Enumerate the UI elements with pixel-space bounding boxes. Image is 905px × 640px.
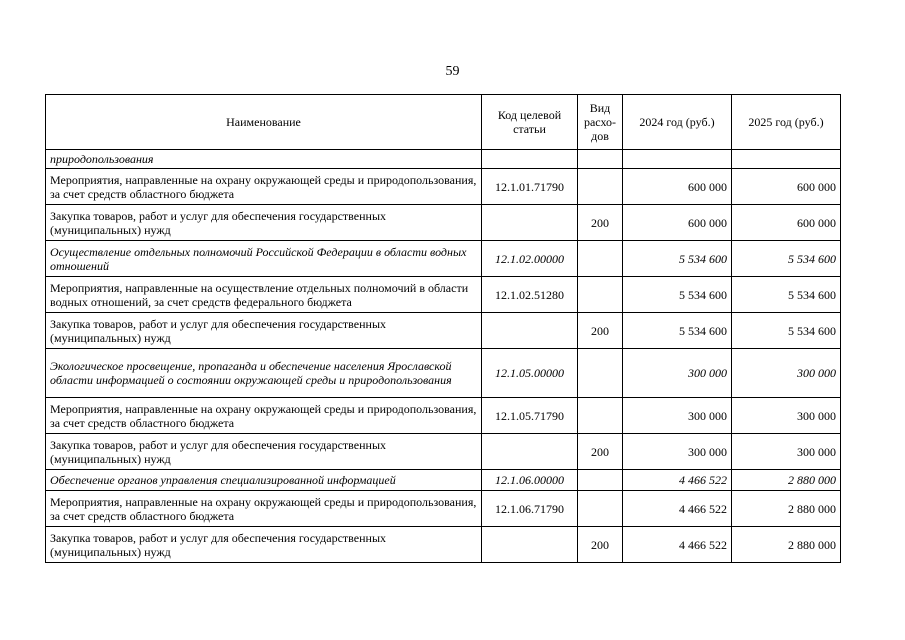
table-header-row [46, 95, 841, 150]
row-vid [578, 349, 623, 398]
row-name: Закупка товаров, работ и услуг для обеспечения государственных (муниципальных) нужд [46, 527, 482, 563]
table-row [46, 470, 841, 491]
row-vid [578, 398, 623, 434]
row-2024 [623, 150, 732, 169]
row-2024: 5 534 600 [623, 241, 732, 277]
row-vid [578, 491, 623, 527]
row-2025: 2 880 000 [732, 491, 841, 527]
row-2025: 2 880 000 [732, 470, 841, 491]
row-code [482, 150, 578, 169]
row-name: Мероприятия, направленные на охрану окружающей среды и природопользования, за счет средств областного бюджета [46, 169, 482, 205]
row-code: 12.1.02.51280 [482, 277, 578, 313]
row-2024: 4 466 522 [623, 491, 732, 527]
row-2025: 2 880 000 [732, 527, 841, 563]
row-name: Мероприятия, направленные на охрану окружающей среды и природопользования, за счет средств областного бюджета [46, 491, 482, 527]
table-row [46, 491, 841, 527]
row-2024: 4 466 522 [623, 470, 732, 491]
row-vid [578, 169, 623, 205]
budget-table [45, 94, 841, 563]
row-name: Осуществление отдельных полномочий Российской Федерации в области водных отношений [46, 241, 482, 277]
table-row [46, 205, 841, 241]
header-2024: 2024 год (руб.) [623, 95, 732, 150]
row-2024: 600 000 [623, 205, 732, 241]
row-vid: 200 [578, 527, 623, 563]
row-name: Мероприятия, направленные на охрану окружающей среды и природопользования, за счет средств областного бюджета [46, 398, 482, 434]
row-2025: 600 000 [732, 169, 841, 205]
row-name: природопользования [46, 150, 482, 169]
row-vid: 200 [578, 205, 623, 241]
header-vid: Вид расхо-дов [578, 95, 623, 150]
header-2025: 2025 год (руб.) [732, 95, 841, 150]
row-name: Закупка товаров, работ и услуг для обеспечения государственных (муниципальных) нужд [46, 205, 482, 241]
row-2025: 5 534 600 [732, 241, 841, 277]
row-2024: 4 466 522 [623, 527, 732, 563]
row-code [482, 313, 578, 349]
table-row [46, 527, 841, 563]
row-vid: 200 [578, 434, 623, 470]
row-code: 12.1.06.00000 [482, 470, 578, 491]
row-vid [578, 470, 623, 491]
row-2025: 5 534 600 [732, 313, 841, 349]
row-vid [578, 150, 623, 169]
row-2025: 300 000 [732, 434, 841, 470]
row-code [482, 205, 578, 241]
table-row [46, 349, 841, 398]
row-vid [578, 277, 623, 313]
table-row [46, 150, 841, 169]
header-code: Код целевой статьи [482, 95, 578, 150]
header-name: Наименование [46, 95, 482, 150]
row-code [482, 527, 578, 563]
table-row [46, 169, 841, 205]
row-2025: 300 000 [732, 349, 841, 398]
row-code: 12.1.06.71790 [482, 491, 578, 527]
row-vid [578, 241, 623, 277]
table-row [46, 277, 841, 313]
row-2024: 5 534 600 [623, 277, 732, 313]
row-code: 12.1.02.00000 [482, 241, 578, 277]
row-code: 12.1.05.71790 [482, 398, 578, 434]
row-2024: 5 534 600 [623, 313, 732, 349]
row-2024: 300 000 [623, 434, 732, 470]
row-code [482, 434, 578, 470]
row-code: 12.1.01.71790 [482, 169, 578, 205]
table-row [46, 398, 841, 434]
row-name: Закупка товаров, работ и услуг для обеспечения государственных (муниципальных) нужд [46, 313, 482, 349]
row-2025: 5 534 600 [732, 277, 841, 313]
row-name: Мероприятия, направленные на осуществление отдельных полномочий в области водных отношений, за счет средств федерального бюджета [46, 277, 482, 313]
table-row [46, 241, 841, 277]
page-number: 59 [445, 64, 460, 79]
row-vid: 200 [578, 313, 623, 349]
row-code: 12.1.05.00000 [482, 349, 578, 398]
row-2024: 300 000 [623, 349, 732, 398]
row-name: Закупка товаров, работ и услуг для обеспечения государственных (муниципальных) нужд [46, 434, 482, 470]
row-2024: 600 000 [623, 169, 732, 205]
row-name: Обеспечение органов управления специализированной информацией [46, 470, 482, 491]
row-2024: 300 000 [623, 398, 732, 434]
table-row [46, 313, 841, 349]
row-2025 [732, 150, 841, 169]
table-row [46, 434, 841, 470]
row-2025: 300 000 [732, 398, 841, 434]
row-name: Экологическое просвещение, пропаганда и обеспечение населения Ярославской области информацией о состоянии окружающей среды и природопользования [46, 349, 482, 398]
row-2025: 600 000 [732, 205, 841, 241]
